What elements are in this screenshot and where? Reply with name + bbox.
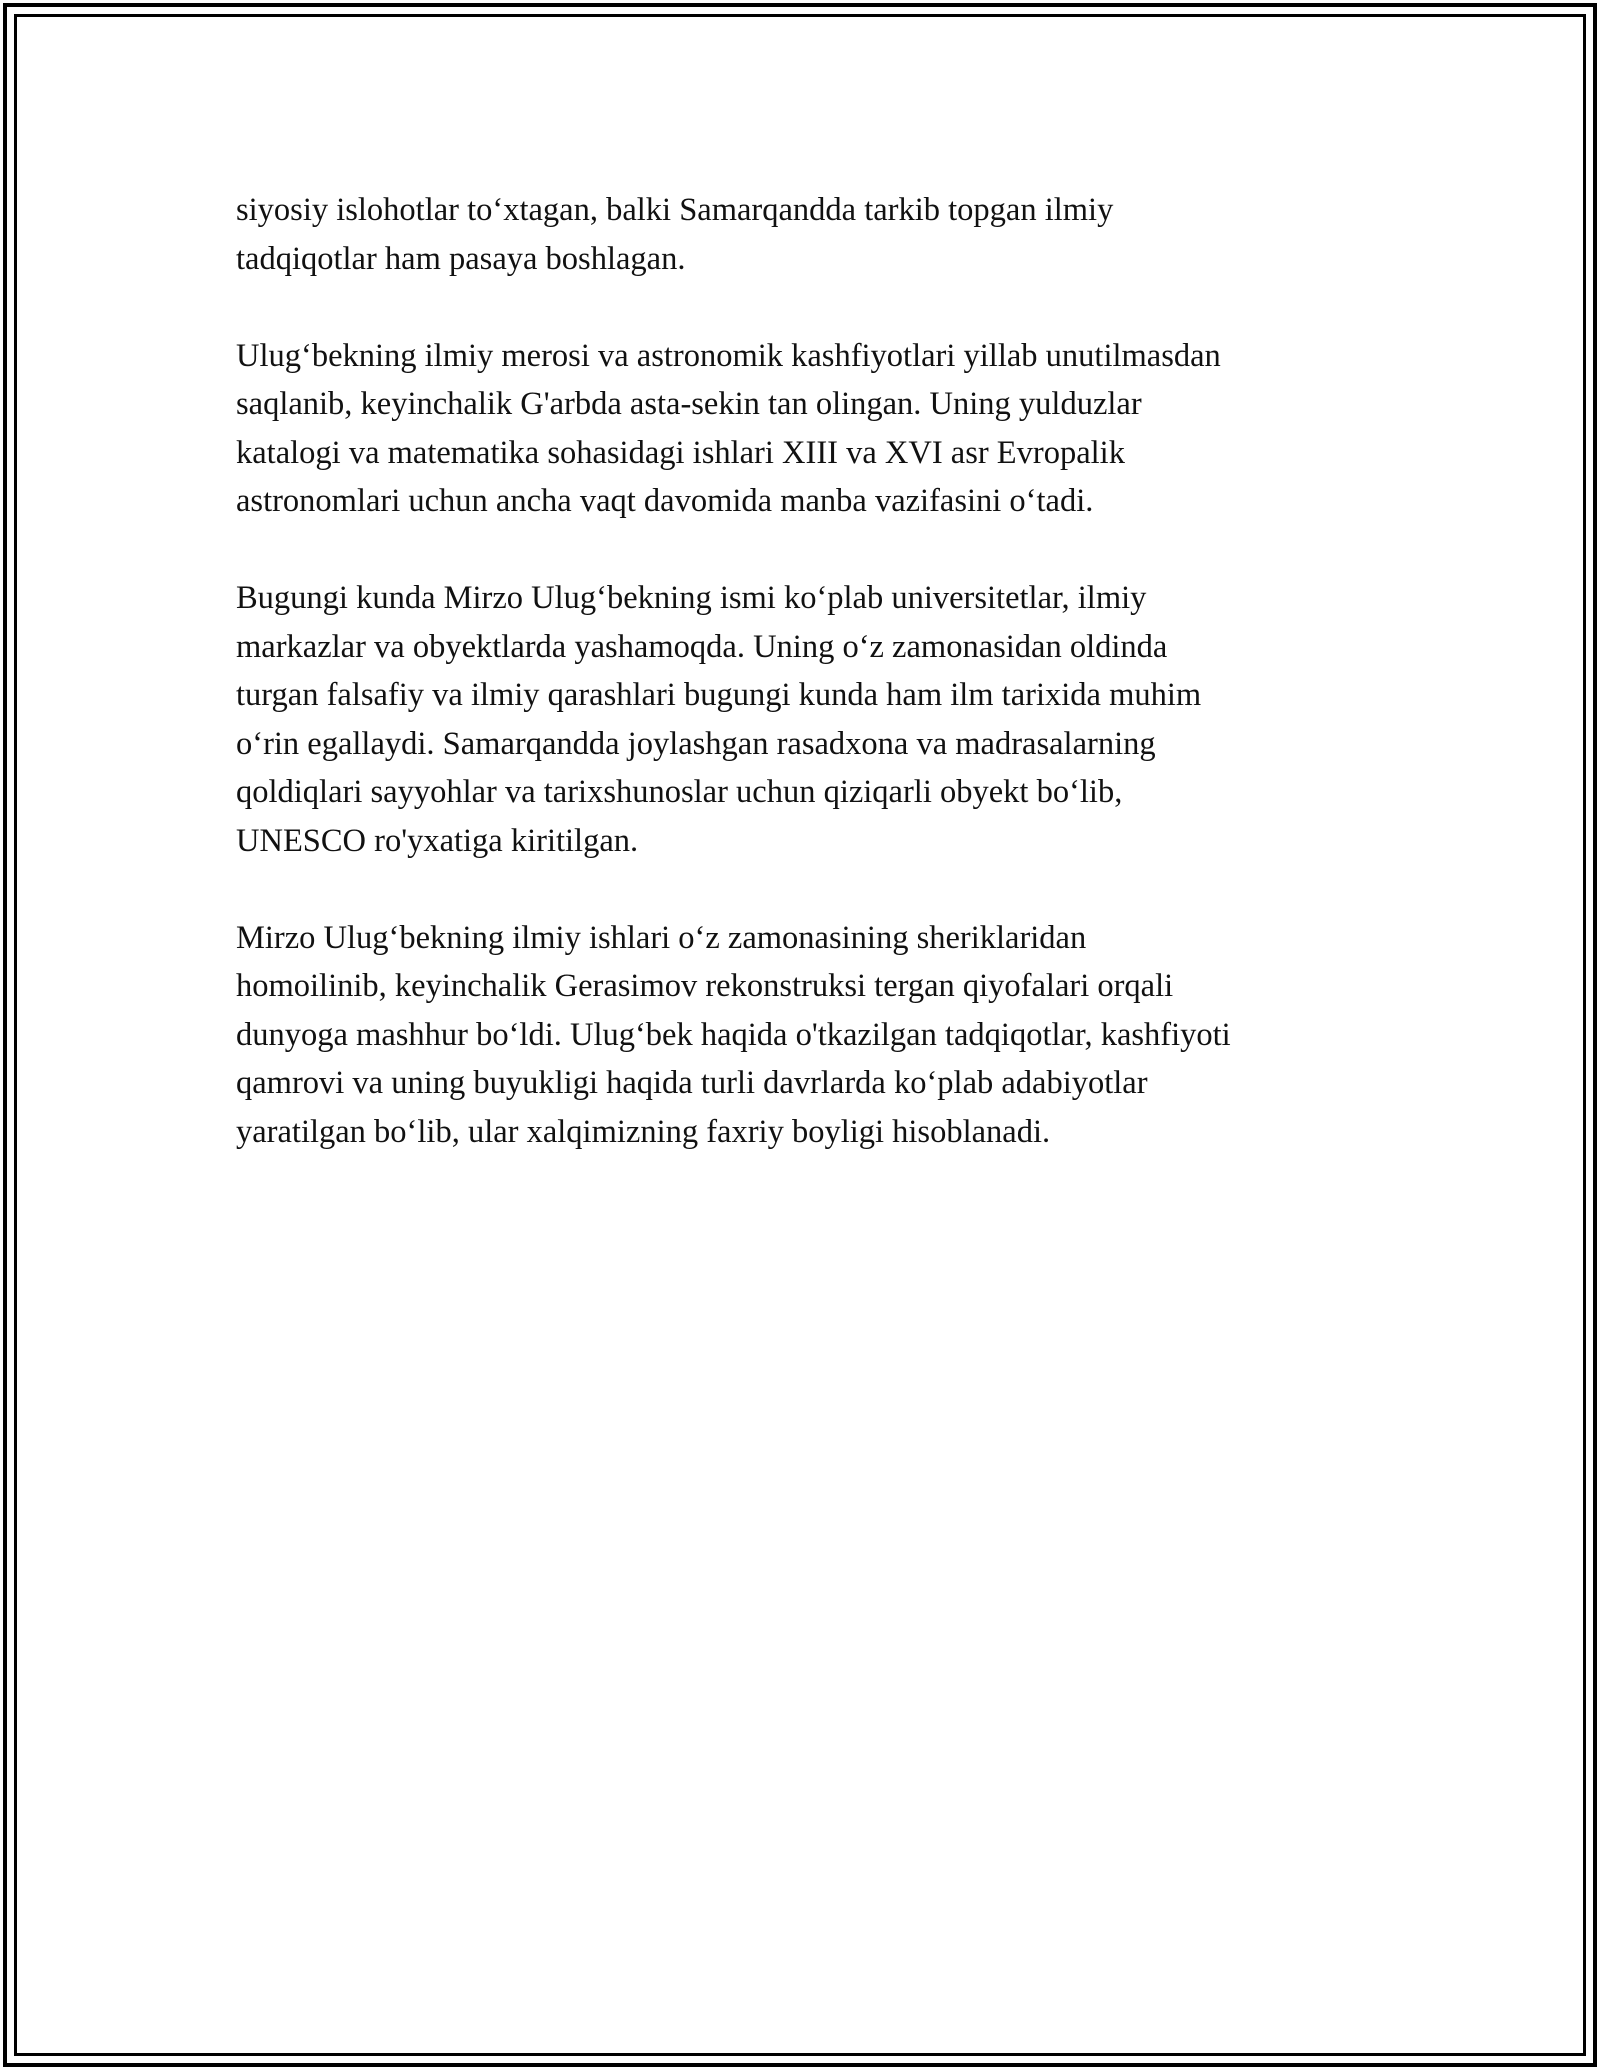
paragraph-4: Mirzo Ulug‘bekning ilmiy ishlari o‘z zamonasining sheriklaridan homoilinib, keyinchalik Gerasimov rekonstruksi tergan qiyofalari orqali dunyoga mashhur bo‘ldi. Ulug‘bek haqida o'tkazilgan tadqiqotlar, kashfiyoti qamrovi va uning buyukligi haqida turli davrlarda ko‘plab adabiyotlar yaratilgan bo‘lib, ular xalqimizning faxriy boyligi hisoblanadi. <box>236 919 1231 1150</box>
paragraph-2: Ulug‘bekning ilmiy merosi va astronomik kashfiyotlari yillab unutilmasdan saqlanib, keyinchalik G'arbda asta-sekin tan olingan. Uning yulduzlar katalogi va matematika sohasidagi ishlari XIII va XVI asr Evropalik astronomlari uchun ancha vaqt davomida manba vazifasini o‘tadi. <box>236 337 1221 519</box>
paragraph-1: siyosiy islohotlar to‘xtagan, balki Samarqandda tarkib topgan ilmiy tadqiqotlar ham pasaya boshlagan. <box>236 192 1114 277</box>
paragraph-3: Bugungi kunda Mirzo Ulug‘bekning ismi ko‘plab universitetlar, ilmiy markazlar va obyektlarda yashamoqda. Uning o‘z zamonasidan oldinda turgan falsafiy va ilmiy qarashlari bugungi kunda ham ilm tarixida muhim o‘rin egallaydi. Samarqandda joylashgan rasadxona va madrasalarning qoldiqlari sayyohlar va tarixshunoslar uchun qiziqarli obyekt bo‘lib, UNESCO ro'yxatiga kiritilgan. <box>236 580 1202 859</box>
document-body <box>236 186 1376 1205</box>
